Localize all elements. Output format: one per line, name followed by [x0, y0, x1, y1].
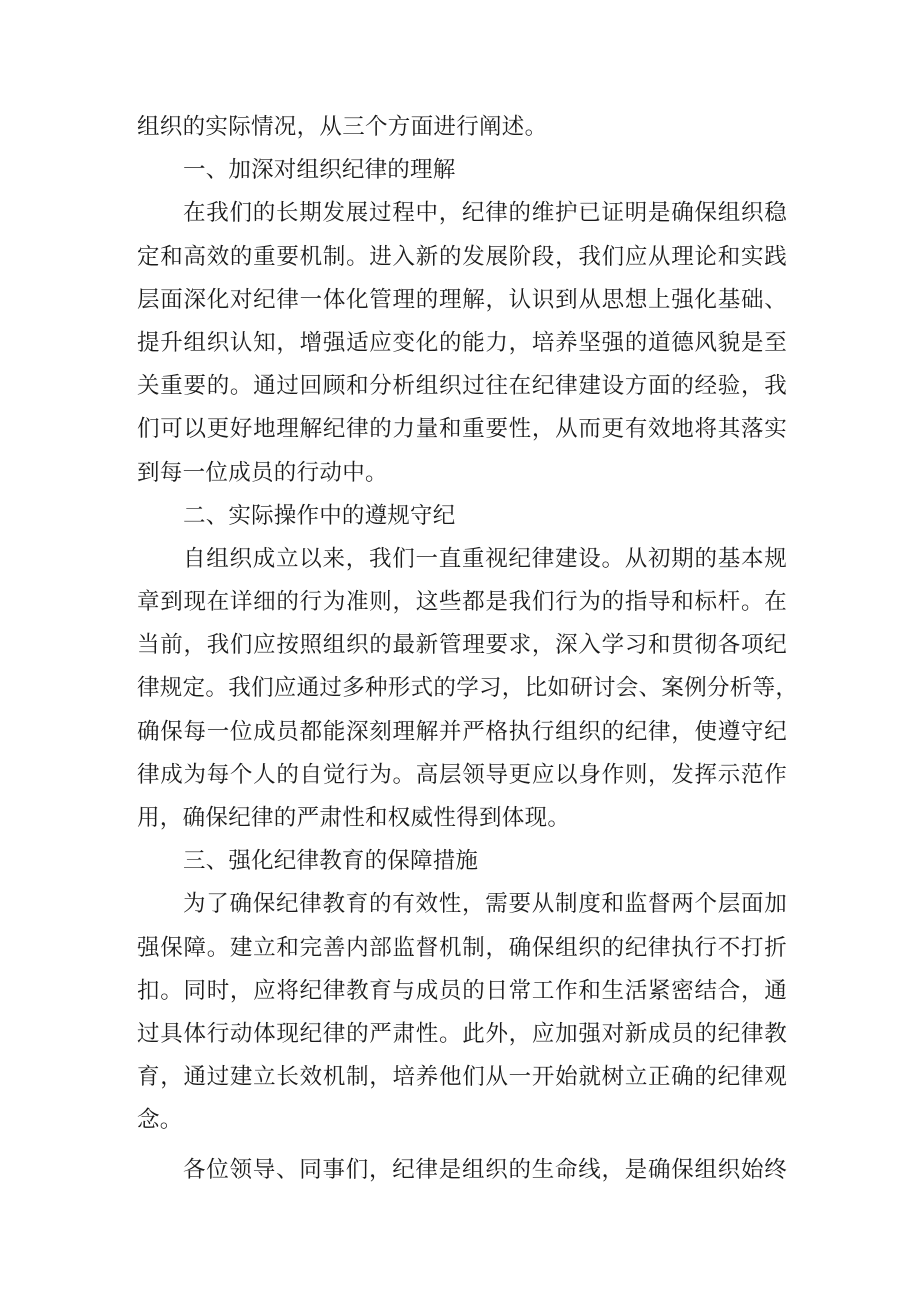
section-heading-1: 一、加深对组织纪律的理解: [183, 157, 456, 184]
text-line: 层面深化对纪律一体化管理的理解，认识到从思想上强化基础、: [137, 286, 787, 313]
text-line: 自组织成立以来，我们一直重视纪律建设。从初期的基本规: [183, 545, 787, 572]
text-line: 组织的实际情况，从三个方面进行阐述。: [137, 114, 548, 140]
text-line: 律规定。我们应通过多种形式的学习，比如研讨会、案例分析等，: [137, 675, 799, 702]
text-line: 到每一位成员的行动中。: [137, 459, 388, 486]
text-line: 提升组织认知，增强适应变化的能力，培养坚强的道德风貌是至: [137, 329, 787, 356]
text-line: 律成为每个人的自觉行为。高层领导更应以身作则，发挥示范作: [137, 761, 787, 788]
text-line: 过具体行动体现纪律的严肃性。此外，应加强对新成员的纪律教: [137, 1020, 787, 1047]
text-line: 各位领导、同事们，纪律是组织的生命线，是确保组织始终: [183, 1156, 787, 1183]
section-paragraph-1: [137, 192, 787, 494]
text-line: 确保每一位成员都能深刻理解并严格执行组织的纪律，使遵守纪: [137, 718, 787, 745]
text-line: 用，确保纪律的严肃性和权威性得到体现。: [137, 805, 571, 831]
text-line: 们可以更好地理解纪律的力量和重要性，从而更有效地将其落实: [137, 416, 787, 443]
text-line: 强保障。建立和完善内部监督机制，确保组织的纪律执行不打折: [137, 934, 787, 961]
text-line: 章到现在详细的行为准则，这些都是我们行为的指导和标杆。在: [137, 589, 787, 616]
text-line: 为了确保纪律教育的有效性，需要从制度和监督两个层面加: [183, 891, 787, 918]
text-line: 在我们的长期发展过程中，纪律的维护已证明是确保组织稳: [183, 200, 787, 227]
section-paragraph-2: [137, 538, 799, 840]
document-body: [137, 106, 799, 1192]
text-line: 育，通过建立长效机制，培养他们从一开始就树立正确的纪律观: [137, 1064, 787, 1091]
text-line: 关重要的。通过回顾和分析组织过往在纪律建设方面的经验，我: [137, 373, 787, 400]
text-line: 定和高效的重要机制。进入新的发展阶段，我们应从理论和实践: [137, 243, 787, 270]
text-line: 扣。同时，应将纪律教育与成员的日常工作和生活紧密结合，通: [137, 977, 787, 1004]
closing-paragraph: [137, 1149, 787, 1192]
text-line: 当前，我们应按照组织的最新管理要求，深入学习和贯彻各项纪: [137, 632, 787, 659]
intro-paragraph: [137, 106, 787, 149]
section-paragraph-3: [137, 883, 787, 1142]
section-heading-3: 三、强化纪律教育的保障措施: [183, 848, 479, 875]
text-line: 念。: [137, 1107, 183, 1134]
section-heading-2: 二、实际操作中的遵规守纪: [183, 502, 456, 529]
